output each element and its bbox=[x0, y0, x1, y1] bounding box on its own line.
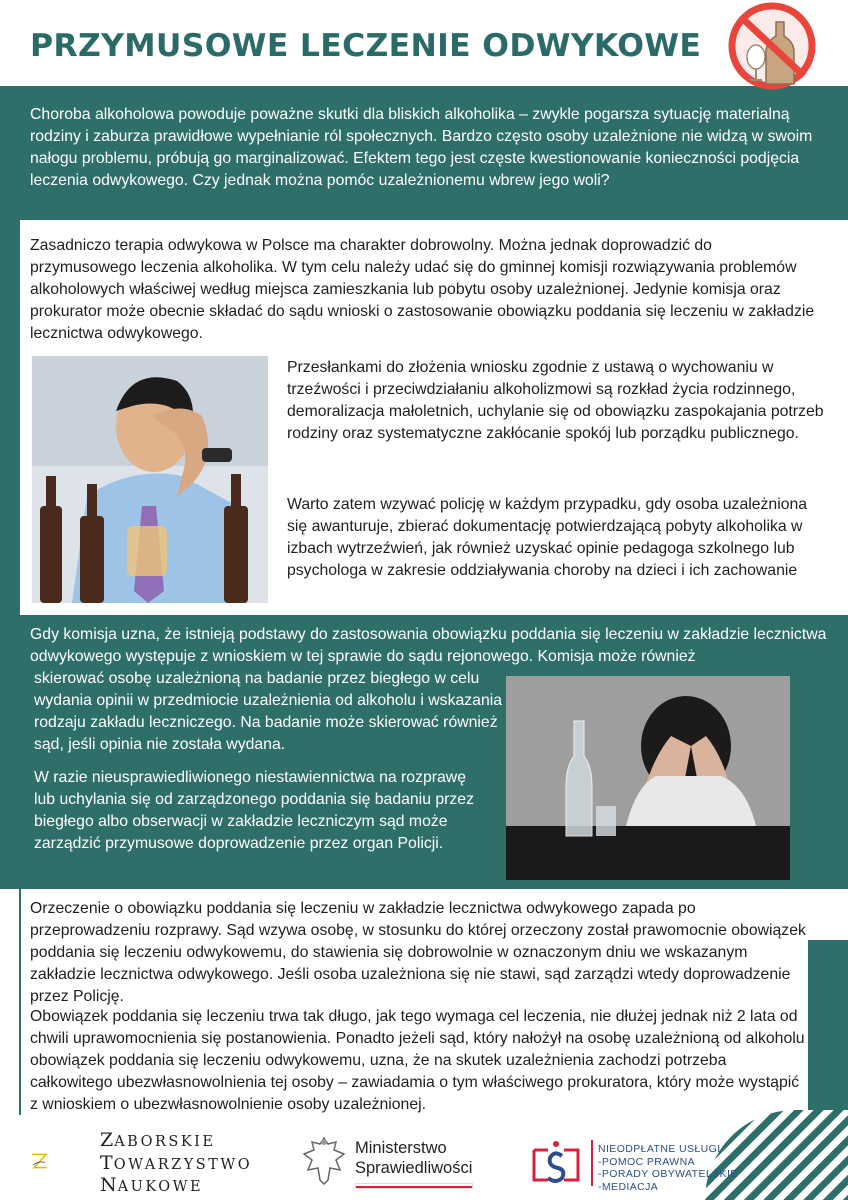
free-legal-aid-logo-text: NIEODPŁATNE USŁUGI -POMOC PRAWNA -PORADY OBYWATELSKIE -MEDIACJA bbox=[598, 1143, 738, 1193]
left-rule bbox=[19, 889, 21, 1115]
polish-eagle-crest-icon bbox=[300, 1134, 348, 1186]
woman-with-bottle-photo bbox=[506, 676, 790, 880]
treatment-duration-paragraph: Obowiązek poddania się leczeniu trwa tak długo, jak tego wymaga cel leczenia, nie dłużej jednak niż 2 lata od chwili uprawomocnienia się postanowienia. Ponadto jeżeli sąd, który nałożył na osobę uzależnioną od alkoholu obowiązek poddania się leczeniu odwykowemu, uzna, że na skutek uzależnienia zachodzi potrzeba całkowitego ubezwłasnowolnienia tej osoby – zawiadamia o tym właściwego prokuratora, który może wystąpić z wnioskiem o ubezwłasnowolnienie osoby uzależnionej. bbox=[30, 1008, 805, 1113]
left-accent-bar bbox=[0, 220, 20, 615]
ministry-flag-bar bbox=[355, 1183, 473, 1189]
ministry-logo-text: Ministerstwo Sprawiedliwości bbox=[355, 1139, 473, 1177]
court-ruling-paragraph: Orzeczenie o obowiązku poddania się leczeniu w zakładzie lecznictwa odwykowego zapada po przeprowadzeniu rozprawy. Sąd wzywa osobę, w stosunku do której orzeczony został prawomocnie obowiązek poddania się leczeniu odwykowemu, do stawienia się dobrowolnie w oznaczonym dniu we wskazanym zakładzie lecznictwa odwykowego. Jeśli osoba uzależniona się nie stawi, sąd zarządzi wtedy doprowadzenie przez Policję. bbox=[30, 900, 806, 1005]
man-with-bottles-photo bbox=[32, 356, 268, 603]
intro-paragraph: Choroba alkoholowa powoduje poważne skutki dla bliskich alkoholika – zwykle pogarsza sytuację materialną rodziny i zaburza prawidłowe wypełnianie ról społecznych. Bardzo często osoby uzależnione nie widzą w swoim nałogu problemu, próbują go marginalizować. Efektem tego jest częste kwestionowanie konieczności podjęcia leczenia odwykowego. Czy jednak można pomóc uzależnionemu wbrew jego woli? bbox=[30, 106, 813, 189]
ztn-logo-text: ZABORSKIE TOWARZYSTWO NAUKOWE bbox=[100, 1129, 253, 1196]
non-appearance-paragraph: W razie nieusprawiedliwionego niestawiennictwa na rozprawę lub uchylania się od zarządzonego poddania się badaniu przez biegłego albo obserwacji w zakładzie leczniczym sąd może zarządzić przymusowe doprowadzenie przez organ Policji. bbox=[34, 769, 474, 852]
commission-paragraph-continued: skierować osobę uzależnioną na badanie przez biegłego w celu wydania opinii w przedmiocie uzależnienia od alkoholu i wskazania rodzaju zakładu leczniczego. Na badanie może skierować również sąd, jeśli opinia nie została wydana. bbox=[34, 670, 503, 753]
documentation-paragraph: Warto zatem wzywać policję w każdym przypadku, gdy osoba uzależniona się awanturuje, zbierać dokumentację potwierdzającą pobyty alkoholika w izbach wytrzeźwień, jak również uzyskać opinie pedagoga szkolnego lub psychologa w zakresie oddziaływania choroby na dzieci i ich zachowanie bbox=[287, 496, 808, 579]
voluntary-therapy-paragraph: Zasadniczo terapia odwykowa w Polsce ma charakter dobrowolny. Można jednak doprowadzić do przymusowego leczenia alkoholika. W tym celu należy udać się do gminnej komisji rozwiązywania problemów alkoholowych właściwej według miejsca zamieszkania lub pobytu osoby uzależnionej. Jedynie komisja oraz prokurator może obecnie składać do sądu wnioski o zastosowanie obowiązku poddania się leczeniu w zakładzie lecznictwa odwykowego. bbox=[30, 237, 815, 342]
no-alcohol-icon bbox=[718, 2, 826, 90]
free-legal-aid-logo-icon bbox=[528, 1138, 584, 1188]
free-legal-aid-divider bbox=[591, 1140, 593, 1186]
page-title: PRZYMUSOWE LECZENIE ODWYKOWE bbox=[30, 28, 702, 64]
commission-paragraph-lead: Gdy komisja uzna, że istnieją podstawy do zastosowania obowiązku poddania się leczeniu w zakładzie lecznictwa odwykowego występuje z wnioskiem w tej sprawie do sądu rejonowego. Komisja może również bbox=[30, 626, 827, 665]
grounds-paragraph: Przesłankami do złożenia wniosku zgodnie z ustawą o wychowaniu w trzeźwości i przeciwdziałaniu alkoholizmowi są rozkład życia rodzinnego, demoralizacja małoletnich, uchylanie się od obowiązku zaspokajania potrzeb rodziny oraz systematyczne zakłócanie spokój lub porządku publicznego. bbox=[287, 359, 824, 442]
ztn-logo-icon bbox=[30, 1130, 96, 1192]
